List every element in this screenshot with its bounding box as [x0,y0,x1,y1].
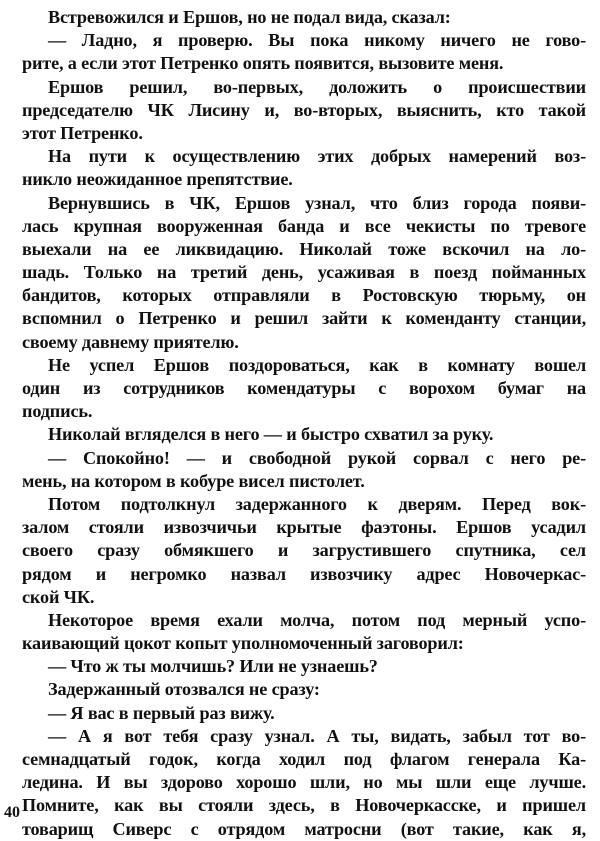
text-line: один из сотрудников комендатуры с ворохом бумаг на [22,378,586,398]
text-line: Некоторое время ехали молча, потом под мерный успо- [48,609,586,630]
text-line: семнадцатый годок, когда ходил под флагом генерала Ка- [22,749,586,769]
text-line: своему давнему приятелю. [22,331,239,352]
text-line: этот Петренко. [22,122,143,143]
text-line: Вернувшись в ЧК, Ершов узнал, что близ города появи- [48,192,586,213]
text-line: Не успел Ершов поздороваться, как в комнату вошел [48,354,586,375]
page-number: 40 [4,804,20,821]
text-line: Помните, как вы стояли здесь, в Новочеркасске, и пришел [22,795,586,816]
text-line: вспомнил о Петренко и решил зайти к коменданту станции, [22,308,586,329]
text-line: Ершов решил, во-первых, доложить о происшествии [48,76,586,97]
text-line: рядом и негромко назвал извозчику адрес Новочеркас- [22,563,586,584]
text-line: ской ЧК. [22,586,95,607]
text-line: — Ладно, я проверю. Вы пока никому ничего не гово- [48,30,586,51]
text-line: лась крупная вооруженная банда и все чекисты по тревоге [22,215,586,236]
text-line: председателю ЧК Лисину и, во-вторых, выяснить, кто такой [22,99,586,120]
page-body [22,6,586,841]
text-line: — Что ж ты молчишь? Или не узнаешь? [48,656,378,677]
text-line: шадь. Только на третий день, усаживая в поезд пойманных [22,262,586,283]
text-line: товарищ Сиверс с отрядом матросни (вот такие, как я, [22,818,586,839]
text-line: ледина. И вы здорово хорошо шли, но мы шли еще лучше. [22,772,586,793]
text-line: бандитов, которых отправляли в Ростовскую тюрьму, он [22,285,586,306]
text-line: выехали на ее ликвидацию. Николай тоже вскочил на ло- [22,238,586,259]
text-line: Потом подтолкнул задержанного к дверям. Перед вок- [48,493,586,514]
text-line: Николай вгляделся в него — и быстро схватил за руку. [48,424,494,445]
text-line: Задержанный отозвался не сразу: [48,679,320,700]
text-line: залом стояли извозчичьи крытые фаэтоны. Ершов усадил [22,517,586,538]
text-line: подпись. [22,401,93,422]
text-line: рите, а если этот Петренко опять появится, вызовите меня. [22,53,504,74]
text-line: — А я вот тебя сразу узнал. А ты, видать, забыл тот во- [48,725,586,746]
text-line: — Я вас в первый раз вижу. [48,702,275,723]
text-line: мень, на котором в кобуре висел пистолет. [22,470,365,491]
text-line: — Спокойно! — и свободной рукой сорвал с него ре- [48,447,586,468]
text-line: своего сразу обмякшего и загрустившего спутника, сел [22,540,586,561]
text-line: Встревожился и Ершов, но не подал вида, сказал: [48,7,451,27]
text-line: каивающий цокот копыт уполномоченный заговорил: [22,633,464,654]
text-line: На пути к осуществлению этих добрых намерений воз- [48,146,586,167]
text-line: никло неожиданное препятствие. [22,169,293,190]
